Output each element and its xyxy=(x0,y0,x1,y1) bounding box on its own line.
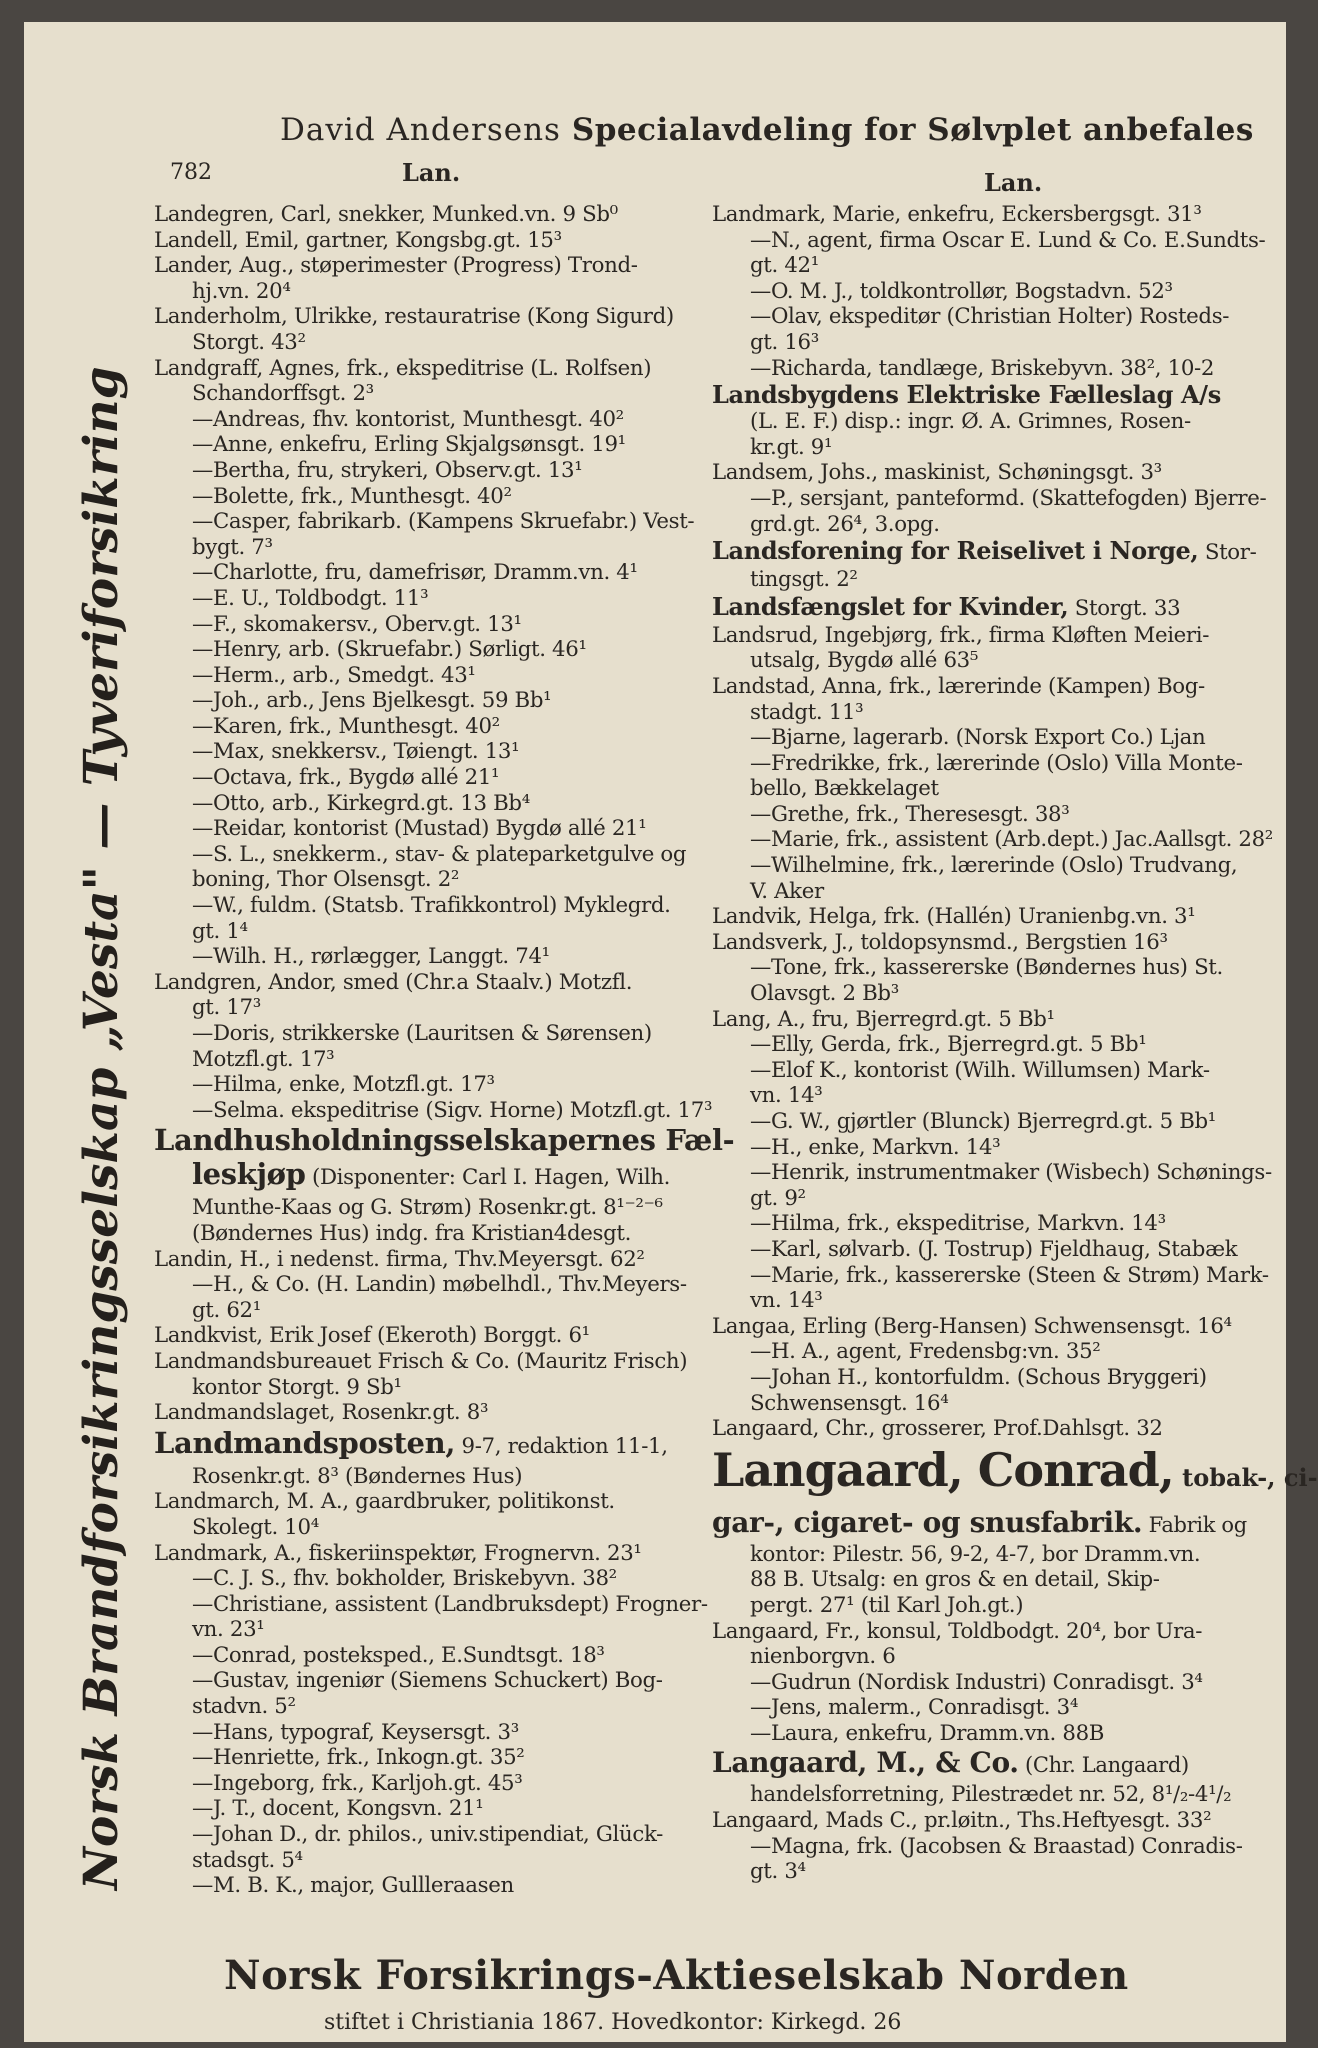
entry-text: gar-, cigaret- og snusfabrik. xyxy=(712,1505,1143,1539)
directory-entry xyxy=(154,1694,714,1720)
directory-entry xyxy=(154,1822,714,1848)
directory-entry xyxy=(154,1515,714,1541)
directory-entry xyxy=(154,1796,714,1822)
entry-text: —Hans, typograf, Keysersgt. 3³ xyxy=(192,1719,519,1745)
directory-entry xyxy=(154,407,714,433)
entry-text: Langaa, Erling (Berg-Hansen) Schwensensgt. 16⁴ xyxy=(712,1313,1232,1339)
directory-entry xyxy=(154,1375,714,1401)
entry-text: —Bjarne, lagerarb. (Norsk Export Co.) Ljan xyxy=(750,725,1206,751)
directory-entry xyxy=(154,1323,714,1349)
directory-entry xyxy=(154,1098,714,1124)
entry-text: —Grethe, frk., Theresesgt. 38³ xyxy=(750,801,1070,827)
entry-text: —Johan H., kontorfuldm. (Schous Bryggeri) xyxy=(750,1364,1207,1390)
entry-text: boning, Thor Olsensgt. 2² xyxy=(192,867,460,893)
directory-entry xyxy=(154,535,714,561)
entry-text: kontor: Pilestr. 56, 9-2, 4-7, bor Dramm.vn. xyxy=(750,1541,1201,1567)
directory-entry xyxy=(712,1058,1272,1084)
entry-text: —Gudrun (Nordisk Industri) Conradisgt. 3⁴ xyxy=(750,1669,1203,1695)
entry-text: —Laura, enkefru, Dramm.vn. 88B xyxy=(750,1720,1105,1746)
entry-suffix: Stor- xyxy=(1198,540,1257,566)
directory-entry xyxy=(712,1695,1272,1721)
entry-text: bello, Bækkelaget xyxy=(750,776,939,802)
directory-entry xyxy=(712,1808,1272,1834)
entry-text: Landegren, Carl, snekker, Munked.vn. 9 Sb⁰ xyxy=(154,202,618,227)
entry-text: —Elof K., kontorist (Wilh. Willumsen) Mark- xyxy=(750,1057,1210,1083)
entry-suffix: Fabrik og xyxy=(1142,1512,1247,1537)
directory-entry xyxy=(154,688,714,714)
directory-entry xyxy=(154,1464,714,1490)
directory-entry xyxy=(712,1263,1272,1289)
entry-text: tingsgt. 2² xyxy=(750,567,858,593)
entry-text: pergt. 27¹ (til Karl Joh.gt.) xyxy=(750,1592,1024,1618)
entry-text: Motzfl.gt. 17³ xyxy=(192,1046,335,1072)
directory-entry xyxy=(154,1848,714,1874)
directory-entry xyxy=(712,955,1272,981)
entry-text: —Wilhelmine, frk., lærerinde (Oslo) Trudvang, xyxy=(750,853,1238,879)
directory-entry xyxy=(712,776,1272,802)
directory-entry xyxy=(712,879,1272,905)
entry-text: —Max, snekkersv., Tøiengt. 13¹ xyxy=(192,739,520,765)
directory-entry xyxy=(154,1541,714,1567)
directory-entry xyxy=(154,1072,714,1098)
directory-entry xyxy=(712,1746,1272,1782)
directory-entry xyxy=(154,1047,714,1073)
entry-suffix: (Disponenter: Carl I. Hagen, Wilh. xyxy=(305,1165,671,1191)
entry-text: —Henriette, frk., Inkogn.gt. 35² xyxy=(192,1745,525,1771)
entry-text: —N., agent, firma Oscar E. Lund & Co. E.Sundts- xyxy=(750,227,1266,253)
directory-entry xyxy=(712,1593,1272,1619)
entry-text: Landerholm, Ulrikke, restauratrise (Kong Sigurd) xyxy=(154,304,674,330)
directory-entry xyxy=(712,1834,1272,1860)
entry-text: gt. 17³ xyxy=(192,995,261,1021)
directory-entry xyxy=(154,1771,714,1797)
directory-entry xyxy=(154,202,714,228)
directory-entry xyxy=(154,356,714,382)
entry-text: —Jens, malerm., Conradisgt. 3⁴ xyxy=(750,1695,1079,1721)
directory-entry xyxy=(154,586,714,612)
entry-text: handelsforretning, Pilestrædet nr. 52, 8¹/₂-4¹/₂ xyxy=(750,1782,1232,1808)
directory-entry xyxy=(712,700,1272,726)
directory-entry xyxy=(154,1489,714,1515)
entry-text: —O. M. J., toldkontrollør, Bogstadvn. 52³ xyxy=(750,278,1173,304)
entry-text: —Wilh. H., rørlægger, Langgt. 74¹ xyxy=(192,944,550,970)
entry-text: —M. B. K., major, Gullleraasen xyxy=(192,1873,514,1899)
directory-entry xyxy=(712,356,1272,382)
entry-text: —J. T., docent, Kongsvn. 21¹ xyxy=(192,1796,484,1822)
entry-text: —F., skomakersv., Oberv.gt. 13¹ xyxy=(192,611,522,637)
top-banner xyxy=(280,112,1254,148)
directory-entry xyxy=(712,674,1272,700)
entry-text: Landsrud, Ingebjørg, frk., firma Kløften Meieri- xyxy=(712,622,1210,648)
entry-text: —Conrad, posteksped., E.Sundtsgt. 18³ xyxy=(192,1642,605,1668)
directory-entry xyxy=(154,919,714,945)
directory-entry xyxy=(154,944,714,970)
directory-entry xyxy=(154,893,714,919)
entry-text: —E. U., Toldbodgt. 11³ xyxy=(192,585,429,611)
entry-text: —Hilma, frk., ekspeditrise, Markvn. 14³ xyxy=(750,1211,1166,1237)
directory-entry xyxy=(154,304,714,330)
directory-entry xyxy=(154,1195,714,1221)
entry-text: Langaard, Fr., konsul, Toldbodgt. 20⁴, bor Ura- xyxy=(712,1618,1203,1644)
directory-entry xyxy=(154,995,714,1021)
entry-text: —P., sersjant, panteformd. (Skattefogden) Bjerre- xyxy=(750,485,1267,511)
entry-suffix: (Chr. Langaard) xyxy=(1018,1753,1189,1778)
directory-entry xyxy=(712,1391,1272,1417)
entry-text: —Johan D., dr. philos., univ.stipendiat, Glück- xyxy=(192,1822,663,1848)
entry-text: Landmark, Marie, enkefru, Eckersbergsgt. 31³ xyxy=(712,202,1202,227)
entry-text: Landsforening for Reiselivet i Norge, xyxy=(712,536,1199,566)
entry-text: Landmark, A., fiskeriinspektør, Frognervn. 23¹ xyxy=(154,1540,642,1566)
entry-text: Landkvist, Erik Josef (Ekeroth) Borggt. 6¹ xyxy=(154,1323,590,1349)
entry-text: hj.vn. 20⁴ xyxy=(192,278,291,304)
entry-text: Schwensensgt. 16⁴ xyxy=(750,1390,949,1416)
page-number: 782 xyxy=(170,160,212,185)
entry-text: Skolegt. 10⁴ xyxy=(192,1514,319,1540)
entry-text: —Magna, frk. (Jacobsen & Braastad) Conradis- xyxy=(750,1833,1243,1859)
directory-entry xyxy=(712,802,1272,828)
directory-entry xyxy=(154,1247,714,1273)
directory-entry xyxy=(154,612,714,638)
entry-text: nienborgvn. 6 xyxy=(750,1644,896,1670)
entry-suffix: Storgt. 33 xyxy=(1068,595,1181,621)
directory-entry xyxy=(154,637,714,663)
entry-text: gt. 9² xyxy=(750,1185,806,1211)
entry-text: Landvik, Helga, frk. (Hallén) Uranienbg.vn. 3¹ xyxy=(712,904,1196,930)
directory-entry xyxy=(154,1021,714,1047)
entry-text: Landsem, Johs., maskinist, Schøningsgt. 3³ xyxy=(712,460,1162,486)
directory-entry xyxy=(154,1873,714,1899)
entry-text: —Selma. ekspeditrise (Sigv. Horne) Motzfl.gt. 17³ xyxy=(192,1097,713,1123)
entry-text: (L. E. F.) disp.: ingr. Ø. A. Grimnes, Rosen- xyxy=(750,409,1191,435)
directory-entry xyxy=(712,567,1272,593)
directory-entry xyxy=(712,228,1272,254)
directory-entry xyxy=(712,1619,1272,1645)
directory-entry xyxy=(154,1643,714,1669)
entry-text: Landell, Emil, gartner, Kongsbg.gt. 15³ xyxy=(154,227,562,253)
entry-text: V. Aker xyxy=(750,878,824,904)
entry-text: —H. A., agent, Fredensbg:vn. 35² xyxy=(750,1339,1101,1365)
entry-text: —Karen, frk., Munthesgt. 40² xyxy=(192,713,500,739)
directory-entry xyxy=(712,1506,1272,1542)
entry-text: —Olav, ekspeditør (Christian Holter) Rosteds- xyxy=(750,304,1230,330)
entry-text: Langaard, M., & Co. xyxy=(712,1746,1019,1780)
directory-entry xyxy=(712,1365,1272,1391)
entry-text: —Henry, arb. (Skruefabr.) Sørligt. 46¹ xyxy=(192,637,587,663)
directory-entry xyxy=(712,725,1272,751)
running-header-right: Lan. xyxy=(984,168,1043,197)
directory-entry xyxy=(712,1109,1272,1135)
entry-text: —H., & Co. (H. Landin) møbelhdl., Thv.Meyers- xyxy=(192,1272,687,1298)
entry-text: —Richarda, tandlæge, Briskebyvn. 38², 10-2 xyxy=(750,355,1215,381)
entry-text: —Marie, frk., kassererske (Steen & Strøm) Mark- xyxy=(750,1262,1269,1288)
entry-text: vn. 14³ xyxy=(750,1083,823,1109)
directory-entry xyxy=(154,663,714,689)
directory-entry xyxy=(154,1272,714,1298)
directory-entry xyxy=(712,1186,1272,1212)
directory-entry xyxy=(154,330,714,356)
directory-entry xyxy=(154,1617,714,1643)
directory-entry xyxy=(154,381,714,407)
entry-text: —S. L., snekkerm., stav- & plateparketgulve og xyxy=(192,841,687,867)
entry-text: —Karl, sølvarb. (J. Tostrup) Fjeldhaug, Stabæk xyxy=(750,1236,1238,1262)
entry-text: Landmandsposten, xyxy=(154,1425,456,1460)
entry-text: Landmarch, M. A., gaardbruker, politikonst. xyxy=(154,1489,615,1515)
entry-text: stadsgt. 5⁴ xyxy=(192,1847,303,1873)
directory-entry xyxy=(154,1592,714,1618)
directory-entry xyxy=(712,648,1272,674)
entry-text: —Otto, arb., Kirkegrd.gt. 13 Bb⁴ xyxy=(192,790,530,816)
entry-text: gt. 1⁴ xyxy=(192,918,248,944)
entry-text: Landstad, Anna, frk., lærerinde (Kampen) Bog- xyxy=(712,673,1205,699)
directory-page xyxy=(24,22,1318,2042)
entry-text: —Henrik, instrumentmaker (Wisbech) Schønings- xyxy=(750,1160,1272,1186)
entry-suffix: 9-7, redaktion 11-1, xyxy=(455,1433,668,1459)
entry-text: Langaard, Mads C., pr.løitn., Ths.Heftyesgt. 33² xyxy=(712,1808,1212,1834)
left-column xyxy=(154,202,735,1899)
entry-text: Landgren, Andor, smed (Chr.a Staalv.) Motzfl. xyxy=(154,969,633,995)
directory-entry xyxy=(154,484,714,510)
side-advertisement: Norsk Brandforsikringsselskap „Vesta" — Tyveriforsikring xyxy=(74,366,129,1890)
entry-text: vn. 23¹ xyxy=(192,1617,265,1643)
directory-entry xyxy=(154,1349,714,1375)
entry-text: Storgt. 43² xyxy=(192,329,306,355)
directory-entry xyxy=(712,1007,1272,1033)
entry-text: —Herm., arb., Smedgt. 43¹ xyxy=(192,662,476,688)
entry-text: —Doris, strikkerske (Lauritsen & Sørensen) xyxy=(192,1021,652,1046)
directory-entry xyxy=(712,330,1272,356)
entry-text: gt. 62¹ xyxy=(192,1297,261,1323)
entry-text: Landhusholdningsselskapernes Fæl- xyxy=(154,1123,735,1158)
entry-text: bygt. 7³ xyxy=(192,534,273,560)
directory-entry xyxy=(712,1782,1272,1808)
entry-text: (Bøndernes Hus) indg. fra Kristian4desgt. xyxy=(192,1220,632,1246)
directory-entry xyxy=(154,970,714,996)
entry-text: —Bertha, fru, strykeri, Observ.gt. 13¹ xyxy=(192,457,583,483)
entry-text: —Marie, frk., assistent (Arb.dept.) Jac.Aallsgt. 28² xyxy=(750,827,1273,853)
entry-text: Landmandsbureauet Frisch & Co. (Mauritz Frisch) xyxy=(154,1348,688,1374)
directory-entry xyxy=(154,1720,714,1746)
directory-entry xyxy=(712,1670,1272,1696)
directory-entry xyxy=(154,1426,714,1464)
entry-text: Lang, A., fru, Bjerregrd.gt. 5 Bb¹ xyxy=(712,1006,1055,1032)
directory-entry xyxy=(712,1442,1318,1506)
entry-text: —Hilma, enke, Motzfl.gt. 17³ xyxy=(192,1072,495,1098)
directory-entry xyxy=(154,816,714,842)
footer-advertisement: Norsk Forsikrings-Aktieselskab Norden xyxy=(224,1952,1129,1999)
entry-text: —Anne, enkefru, Erling Skjalgsønsgt. 19¹ xyxy=(192,432,626,458)
running-header-left: Lan. xyxy=(402,158,461,187)
entry-text: —Octava, frk., Bygdø allé 21¹ xyxy=(192,765,500,791)
entry-text: Langaard, Chr., grosserer, Prof.Dahlsgt. 32 xyxy=(712,1416,1163,1442)
directory-entry xyxy=(154,867,714,893)
directory-entry xyxy=(712,1339,1272,1365)
entry-text: utsalg, Bygdø allé 63⁵ xyxy=(750,648,979,674)
directory-entry xyxy=(154,560,714,586)
directory-entry xyxy=(154,509,714,535)
entry-text: 88 B. Utsalg: en gros & en detail, Skip- xyxy=(750,1567,1160,1593)
directory-entry xyxy=(712,1032,1272,1058)
directory-entry xyxy=(154,1123,735,1158)
entry-text: gt. 3⁴ xyxy=(750,1859,806,1885)
directory-entry xyxy=(712,1160,1272,1186)
entry-text: kr.gt. 9¹ xyxy=(750,434,833,460)
directory-entry xyxy=(154,458,714,484)
directory-entry xyxy=(712,827,1272,853)
directory-entry xyxy=(154,1400,714,1426)
banner-brand: David Andersens xyxy=(280,112,561,148)
directory-entry xyxy=(154,1221,714,1247)
directory-entry xyxy=(712,1644,1272,1670)
entry-text: Munthe-Kaas og G. Strøm) Rosenkr.gt. 8¹⁻²⁻⁶ xyxy=(192,1195,663,1221)
directory-entry xyxy=(712,1237,1272,1263)
directory-entry xyxy=(154,842,714,868)
entry-text: —Casper, fabrikarb. (Kampens Skruefabr.) Vest- xyxy=(192,509,695,535)
directory-entry xyxy=(154,1298,714,1324)
entry-text: —Bolette, frk., Munthesgt. 40² xyxy=(192,483,512,509)
directory-entry xyxy=(154,253,714,279)
entry-text: —Fredrikke, frk., lærerinde (Oslo) Villa Monte- xyxy=(750,750,1243,776)
entry-text: Rosenkr.gt. 8³ (Bøndernes Hus) xyxy=(192,1463,523,1489)
directory-entry xyxy=(712,279,1272,305)
entry-text: —Andreas, fhv. kontorist, Munthesgt. 40² xyxy=(192,406,624,432)
directory-entry xyxy=(712,202,1272,228)
entry-text: stadgt. 11³ xyxy=(750,699,864,725)
directory-entry xyxy=(712,1135,1272,1161)
entry-text: gt. 16³ xyxy=(750,329,819,355)
entry-text: vn. 14³ xyxy=(750,1288,823,1314)
directory-entry xyxy=(712,930,1272,956)
directory-entry xyxy=(712,512,1272,538)
directory-entry xyxy=(712,460,1272,486)
directory-entry xyxy=(154,1157,714,1195)
entry-text: —Ingeborg, frk., Karljoh.gt. 45³ xyxy=(192,1770,523,1796)
directory-entry xyxy=(712,1314,1272,1340)
entry-suffix: tobak-, ci- xyxy=(1173,1462,1318,1492)
directory-entry xyxy=(712,1211,1272,1237)
entry-text: stadvn. 5² xyxy=(192,1694,296,1720)
directory-entry xyxy=(154,1745,714,1771)
entry-text: —Tone, frk., kassererske (Bøndernes hus) St. xyxy=(750,955,1223,981)
entry-text: leskjøp xyxy=(192,1157,306,1192)
entry-text: —Gustav, ingeniør (Siemens Schuckert) Bog- xyxy=(192,1668,663,1694)
directory-entry xyxy=(712,981,1272,1007)
entry-text: Landgraff, Agnes, frk., ekspeditrise (L. Rolfsen) xyxy=(154,355,652,381)
entry-text: Lander, Aug., støperimester (Progress) Trond- xyxy=(154,253,638,279)
entry-text: —G. W., gjørtler (Blunck) Bjerregrd.gt. 5 Bb¹ xyxy=(750,1109,1216,1134)
entry-text: Landsbygdens Elektriske Fælleslag A/s xyxy=(712,380,1221,410)
entry-text: Schandorffsgt. 2³ xyxy=(192,381,374,407)
directory-entry xyxy=(712,1083,1272,1109)
directory-entry xyxy=(154,279,714,305)
directory-entry xyxy=(712,1859,1272,1885)
entry-text: Landin, H., i nedenst. firma, Thv.Meyersgt. 62² xyxy=(154,1246,645,1272)
entry-text: —W., fuldm. (Statsb. Trafikkontrol) Myklegrd. xyxy=(192,893,671,919)
entry-text: —Joh., arb., Jens Bjelkesgt. 59 Bb¹ xyxy=(192,688,552,714)
directory-entry xyxy=(712,1721,1272,1747)
directory-entry xyxy=(712,381,1272,409)
entry-text: —Christiane, assistent (Landbruksdept) Frogner- xyxy=(192,1591,708,1617)
entry-text: gt. 42¹ xyxy=(750,253,819,279)
directory-entry xyxy=(712,304,1272,330)
entry-text: —H., enke, Markvn. 14³ xyxy=(750,1134,1001,1160)
entry-text: kontor Storgt. 9 Sb¹ xyxy=(192,1374,402,1400)
directory-entry xyxy=(712,409,1272,435)
directory-entry xyxy=(154,739,714,765)
directory-entry xyxy=(154,1566,714,1592)
directory-entry xyxy=(154,791,714,817)
directory-entry xyxy=(712,1542,1272,1568)
directory-entry xyxy=(712,1288,1272,1314)
directory-entry xyxy=(712,904,1272,930)
directory-entry xyxy=(154,228,714,254)
banner-slogan: Specialavdeling for Sølvplet anbefales xyxy=(571,112,1254,148)
entry-text: Landsfængslet for Kvinder, xyxy=(712,591,1069,621)
directory-entry xyxy=(154,714,714,740)
directory-entry xyxy=(712,486,1272,512)
entry-text: —Reidar, kontorist (Mustad) Bygdø allé 21¹ xyxy=(192,816,647,842)
directory-entry xyxy=(712,623,1272,649)
entry-text: Landsverk, J., toldopsynsmd., Bergstien 16³ xyxy=(712,929,1168,955)
directory-entry xyxy=(154,765,714,791)
right-column xyxy=(712,202,1318,1885)
entry-text: —C. J. S., fhv. bokholder, Briskebyvn. 38² xyxy=(192,1566,617,1592)
directory-entry xyxy=(712,1416,1272,1442)
entry-text: —Charlotte, fru, damefrisør, Dramm.vn. 4¹ xyxy=(192,560,638,586)
directory-entry xyxy=(712,593,1272,623)
footer-subline: stiftet i Christiania 1867. Hovedkontor: Kirkegd. 26 xyxy=(324,2010,902,2035)
directory-entry xyxy=(712,253,1272,279)
directory-entry xyxy=(154,1668,714,1694)
directory-entry xyxy=(712,435,1272,461)
entry-text: grd.gt. 26⁴, 3.opg. xyxy=(750,511,940,537)
directory-entry xyxy=(712,1567,1272,1593)
directory-entry xyxy=(712,537,1272,567)
directory-entry xyxy=(712,853,1272,879)
entry-text: Landmandslaget, Rosenkr.gt. 8³ xyxy=(154,1400,489,1426)
entry-text: —Elly, Gerda, frk., Bjerregrd.gt. 5 Bb¹ xyxy=(750,1032,1147,1058)
entry-text: Olavsgt. 2 Bb³ xyxy=(750,981,899,1007)
directory-entry xyxy=(154,432,714,458)
directory-entry xyxy=(712,751,1272,777)
entry-text: Langaard, Conrad, xyxy=(712,1442,1174,1497)
